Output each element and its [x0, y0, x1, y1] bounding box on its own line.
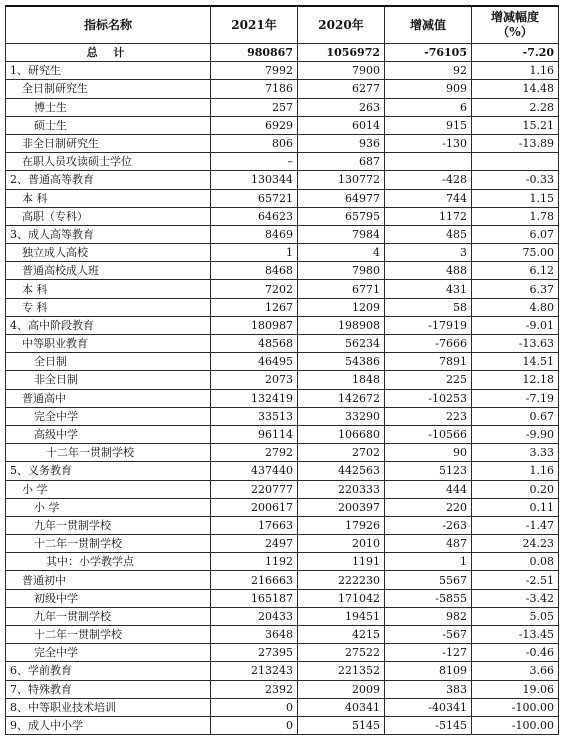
indicator-name-cell: 全日制: [6, 353, 211, 371]
change-cell: 444: [385, 480, 472, 498]
rate-cell: 6.37: [472, 280, 559, 298]
value-2020-cell: 56234: [298, 335, 385, 353]
change-cell: 90: [385, 444, 472, 462]
indicator-name-cell: 本 科: [6, 280, 211, 298]
change-cell: 92: [385, 62, 472, 80]
value-2021-cell: 27395: [211, 644, 298, 662]
table-row: [6, 389, 559, 407]
value-2020-cell: 2009: [298, 680, 385, 698]
change-cell: 5123: [385, 462, 472, 480]
table-row: [6, 626, 559, 644]
indicator-name-cell: 全日制研究生: [6, 80, 211, 98]
rate-cell: -13.89: [472, 134, 559, 152]
indicator-name-cell: 1、研究生: [6, 62, 211, 80]
indicator-name-cell: 高职（专科）: [6, 207, 211, 225]
indicator-name-cell: 九年一贯制学校: [6, 516, 211, 534]
rate-cell: -7.20: [472, 44, 559, 62]
value-2021-cell: 980867: [211, 44, 298, 62]
total-row: [6, 44, 559, 62]
rate-cell: -9.90: [472, 425, 559, 443]
value-2020-cell: 198908: [298, 316, 385, 334]
rate-cell: 1.16: [472, 462, 559, 480]
value-2020-cell: 2702: [298, 444, 385, 462]
table-row: [6, 571, 559, 589]
value-2021-cell: 806: [211, 134, 298, 152]
value-2021-cell: 2497: [211, 535, 298, 553]
value-2020-cell: 106680: [298, 425, 385, 443]
rate-cell: -3.42: [472, 589, 559, 607]
header-row: [6, 6, 559, 44]
table-row: [6, 716, 559, 734]
value-2020-cell: 64977: [298, 189, 385, 207]
value-2020-cell: 19451: [298, 607, 385, 625]
value-2020-cell: 7900: [298, 62, 385, 80]
indicator-name-cell: 十二年一贯制学校: [6, 444, 211, 462]
change-cell: 225: [385, 371, 472, 389]
indicator-name-cell: 普通初中: [6, 571, 211, 589]
indicator-name-cell: 博士生: [6, 98, 211, 116]
change-cell: 6: [385, 98, 472, 116]
rate-cell: 3.66: [472, 662, 559, 680]
value-2020-cell: 220333: [298, 480, 385, 498]
change-cell: -428: [385, 171, 472, 189]
value-2021-cell: 3648: [211, 626, 298, 644]
change-cell: 431: [385, 280, 472, 298]
rate-cell: -7.19: [472, 389, 559, 407]
value-2021-cell: 216663: [211, 571, 298, 589]
table-row: [6, 134, 559, 152]
value-2021-cell: 48568: [211, 335, 298, 353]
rate-cell: 19.06: [472, 680, 559, 698]
value-2020-cell: 65795: [298, 207, 385, 225]
rate-cell: 4.80: [472, 298, 559, 316]
header-rate-line1: 增减幅度: [490, 10, 539, 24]
indicator-name-cell: 9、成人中小学: [6, 716, 211, 734]
value-2020-cell: 7980: [298, 262, 385, 280]
indicator-name-cell: 十二年一贯制学校: [6, 626, 211, 644]
value-2021-cell: 213243: [211, 662, 298, 680]
value-2021-cell: 33513: [211, 407, 298, 425]
value-2020-cell: 4: [298, 244, 385, 262]
change-cell: -5855: [385, 589, 472, 607]
table-row: [6, 535, 559, 553]
indicator-name-cell: 3、成人高等教育: [6, 225, 211, 243]
rate-cell: 75.00: [472, 244, 559, 262]
change-cell: -7666: [385, 335, 472, 353]
indicator-name-cell: 普通高中: [6, 389, 211, 407]
rate-cell: [472, 153, 559, 171]
rate-cell: -100.00: [472, 698, 559, 716]
table-row: [6, 462, 559, 480]
value-2021-cell: 200617: [211, 498, 298, 516]
table-header: [6, 6, 559, 44]
indicator-name-cell: 其中：小学教学点: [6, 553, 211, 571]
rate-cell: -13.45: [472, 626, 559, 644]
rate-cell: -13.63: [472, 335, 559, 353]
value-2020-cell: 54386: [298, 353, 385, 371]
header-2021: 2021年: [211, 6, 298, 44]
table-row: [6, 244, 559, 262]
indicator-name-cell: 非全日制研究生: [6, 134, 211, 152]
indicator-name-cell: 完全中学: [6, 407, 211, 425]
value-2020-cell: 171042: [298, 589, 385, 607]
value-2021-cell: 1: [211, 244, 298, 262]
table-row: [6, 371, 559, 389]
value-2021-cell: 17663: [211, 516, 298, 534]
indicator-name-cell: 硕士生: [6, 116, 211, 134]
table-row: [6, 280, 559, 298]
header-2020: 2020年: [298, 6, 385, 44]
table-row: [6, 335, 559, 353]
rate-cell: -0.33: [472, 171, 559, 189]
table-row: [6, 444, 559, 462]
table-row: [6, 80, 559, 98]
indicator-name-cell: 8、中等职业技术培训: [6, 698, 211, 716]
indicator-name-cell: 总 计: [6, 44, 211, 62]
change-cell: 223: [385, 407, 472, 425]
change-cell: 744: [385, 189, 472, 207]
table-row: [6, 98, 559, 116]
value-2021-cell: 96114: [211, 425, 298, 443]
value-2021-cell: 437440: [211, 462, 298, 480]
change-cell: -127: [385, 644, 472, 662]
table-row: [6, 425, 559, 443]
value-2021-cell: 130344: [211, 171, 298, 189]
change-cell: [385, 153, 472, 171]
value-2021-cell: 6929: [211, 116, 298, 134]
change-cell: -40341: [385, 698, 472, 716]
rate-cell: 6.12: [472, 262, 559, 280]
table-row: [6, 644, 559, 662]
value-2020-cell: 221352: [298, 662, 385, 680]
value-2020-cell: 936: [298, 134, 385, 152]
table-row: [6, 480, 559, 498]
value-2021-cell: 8469: [211, 225, 298, 243]
indicator-name-cell: 小 学: [6, 480, 211, 498]
value-2021-cell: 65721: [211, 189, 298, 207]
table-row: [6, 316, 559, 334]
rate-cell: 1.16: [472, 62, 559, 80]
value-2021-cell: 7186: [211, 80, 298, 98]
value-2020-cell: 687: [298, 153, 385, 171]
rate-cell: 14.51: [472, 353, 559, 371]
indicator-name-cell: 本 科: [6, 189, 211, 207]
table-row: [6, 516, 559, 534]
change-cell: 909: [385, 80, 472, 98]
rate-cell: 0.11: [472, 498, 559, 516]
value-2020-cell: 33290: [298, 407, 385, 425]
value-2021-cell: 0: [211, 698, 298, 716]
rate-cell: -1.47: [472, 516, 559, 534]
value-2020-cell: 442563: [298, 462, 385, 480]
header-rate-line2: （%）: [497, 25, 533, 39]
indicator-name-cell: 4、高中阶段教育: [6, 316, 211, 334]
rate-cell: 0.67: [472, 407, 559, 425]
indicator-name-cell: 非全日制: [6, 371, 211, 389]
indicator-name-cell: 中等职业教育: [6, 335, 211, 353]
value-2020-cell: 6277: [298, 80, 385, 98]
table-row: [6, 189, 559, 207]
rate-cell: 1.15: [472, 189, 559, 207]
table-row: [6, 262, 559, 280]
rate-cell: -100.00: [472, 716, 559, 734]
rate-cell: 0.20: [472, 480, 559, 498]
indicator-name-cell: 在职人员攻读硕士学位: [6, 153, 211, 171]
value-2020-cell: 222230: [298, 571, 385, 589]
indicator-name-cell: 十二年一贯制学校: [6, 535, 211, 553]
table-body: [6, 44, 559, 735]
indicator-name-cell: 初级中学: [6, 589, 211, 607]
table-row: [6, 225, 559, 243]
rate-cell: 15.21: [472, 116, 559, 134]
table-row: [6, 698, 559, 716]
header-change: 增减值: [385, 6, 472, 44]
value-2020-cell: 4215: [298, 626, 385, 644]
rate-cell: 12.18: [472, 371, 559, 389]
change-cell: 487: [385, 535, 472, 553]
value-2021-cell: 220777: [211, 480, 298, 498]
table-row: [6, 680, 559, 698]
rate-cell: 14.48: [472, 80, 559, 98]
value-2021-cell: 180987: [211, 316, 298, 334]
value-2020-cell: 1209: [298, 298, 385, 316]
value-2021-cell: 20433: [211, 607, 298, 625]
value-2020-cell: 7984: [298, 225, 385, 243]
value-2020-cell: 200397: [298, 498, 385, 516]
statistics-table: [5, 5, 559, 735]
rate-cell: 24.23: [472, 535, 559, 553]
change-cell: 220: [385, 498, 472, 516]
change-cell: -263: [385, 516, 472, 534]
indicator-name-cell: 5、义务教育: [6, 462, 211, 480]
table-row: [6, 298, 559, 316]
value-2021-cell: 7202: [211, 280, 298, 298]
value-2020-cell: 27522: [298, 644, 385, 662]
rate-cell: 6.07: [472, 225, 559, 243]
indicator-name-cell: 九年一贯制学校: [6, 607, 211, 625]
value-2020-cell: 6014: [298, 116, 385, 134]
value-2020-cell: 1848: [298, 371, 385, 389]
change-cell: -5145: [385, 716, 472, 734]
change-cell: 915: [385, 116, 472, 134]
value-2021-cell: 46495: [211, 353, 298, 371]
rate-cell: 1.78: [472, 207, 559, 225]
change-cell: -76105: [385, 44, 472, 62]
value-2020-cell: 6771: [298, 280, 385, 298]
header-rate: [472, 6, 559, 44]
table-row: [6, 353, 559, 371]
value-2021-cell: 257: [211, 98, 298, 116]
value-2020-cell: 1191: [298, 553, 385, 571]
indicator-name-cell: 专 科: [6, 298, 211, 316]
value-2020-cell: 17926: [298, 516, 385, 534]
change-cell: 982: [385, 607, 472, 625]
value-2021-cell: 165187: [211, 589, 298, 607]
change-cell: 8109: [385, 662, 472, 680]
value-2020-cell: 1056972: [298, 44, 385, 62]
value-2020-cell: 263: [298, 98, 385, 116]
indicator-name-cell: 普通高校成人班: [6, 262, 211, 280]
value-2021-cell: 7992: [211, 62, 298, 80]
indicator-name-cell: 7、特殊教育: [6, 680, 211, 698]
indicator-name-cell: 2、普通高等教育: [6, 171, 211, 189]
table-row: [6, 662, 559, 680]
rate-cell: 3.33: [472, 444, 559, 462]
value-2021-cell: 2073: [211, 371, 298, 389]
change-cell: -17919: [385, 316, 472, 334]
value-2021-cell: 1267: [211, 298, 298, 316]
change-cell: 488: [385, 262, 472, 280]
indicator-name-cell: 完全中学: [6, 644, 211, 662]
value-2021-cell: 0: [211, 716, 298, 734]
indicator-name-cell: 6、学前教育: [6, 662, 211, 680]
value-2020-cell: 5145: [298, 716, 385, 734]
change-cell: 1172: [385, 207, 472, 225]
table-row: [6, 153, 559, 171]
table-row: [6, 498, 559, 516]
table-row: [6, 407, 559, 425]
rate-cell: 0.08: [472, 553, 559, 571]
value-2021-cell: 64623: [211, 207, 298, 225]
change-cell: 3: [385, 244, 472, 262]
table-row: [6, 589, 559, 607]
table-row: [6, 207, 559, 225]
change-cell: 1: [385, 553, 472, 571]
value-2021-cell: 2792: [211, 444, 298, 462]
value-2021-cell: 132419: [211, 389, 298, 407]
change-cell: 58: [385, 298, 472, 316]
value-2021-cell: 8468: [211, 262, 298, 280]
change-cell: -10253: [385, 389, 472, 407]
table-row: [6, 607, 559, 625]
table-row: [6, 62, 559, 80]
rate-cell: 2.28: [472, 98, 559, 116]
change-cell: -130: [385, 134, 472, 152]
value-2021-cell: 1192: [211, 553, 298, 571]
indicator-name-cell: 小 学: [6, 498, 211, 516]
value-2020-cell: 40341: [298, 698, 385, 716]
change-cell: -567: [385, 626, 472, 644]
rate-cell: -2.51: [472, 571, 559, 589]
value-2020-cell: 130772: [298, 171, 385, 189]
table-row: [6, 171, 559, 189]
rate-cell: -0.46: [472, 644, 559, 662]
value-2020-cell: 2010: [298, 535, 385, 553]
value-2021-cell: 2392: [211, 680, 298, 698]
change-cell: 383: [385, 680, 472, 698]
table-row: [6, 116, 559, 134]
rate-cell: 5.05: [472, 607, 559, 625]
change-cell: 7891: [385, 353, 472, 371]
value-2021-cell: –: [211, 153, 298, 171]
table-row: [6, 553, 559, 571]
indicator-name-cell: 独立成人高校: [6, 244, 211, 262]
change-cell: 485: [385, 225, 472, 243]
change-cell: -10566: [385, 425, 472, 443]
change-cell: 5567: [385, 571, 472, 589]
indicator-name-cell: 高级中学: [6, 425, 211, 443]
rate-cell: -9.01: [472, 316, 559, 334]
value-2020-cell: 142672: [298, 389, 385, 407]
header-indicator-name: 指标名称: [6, 6, 211, 44]
